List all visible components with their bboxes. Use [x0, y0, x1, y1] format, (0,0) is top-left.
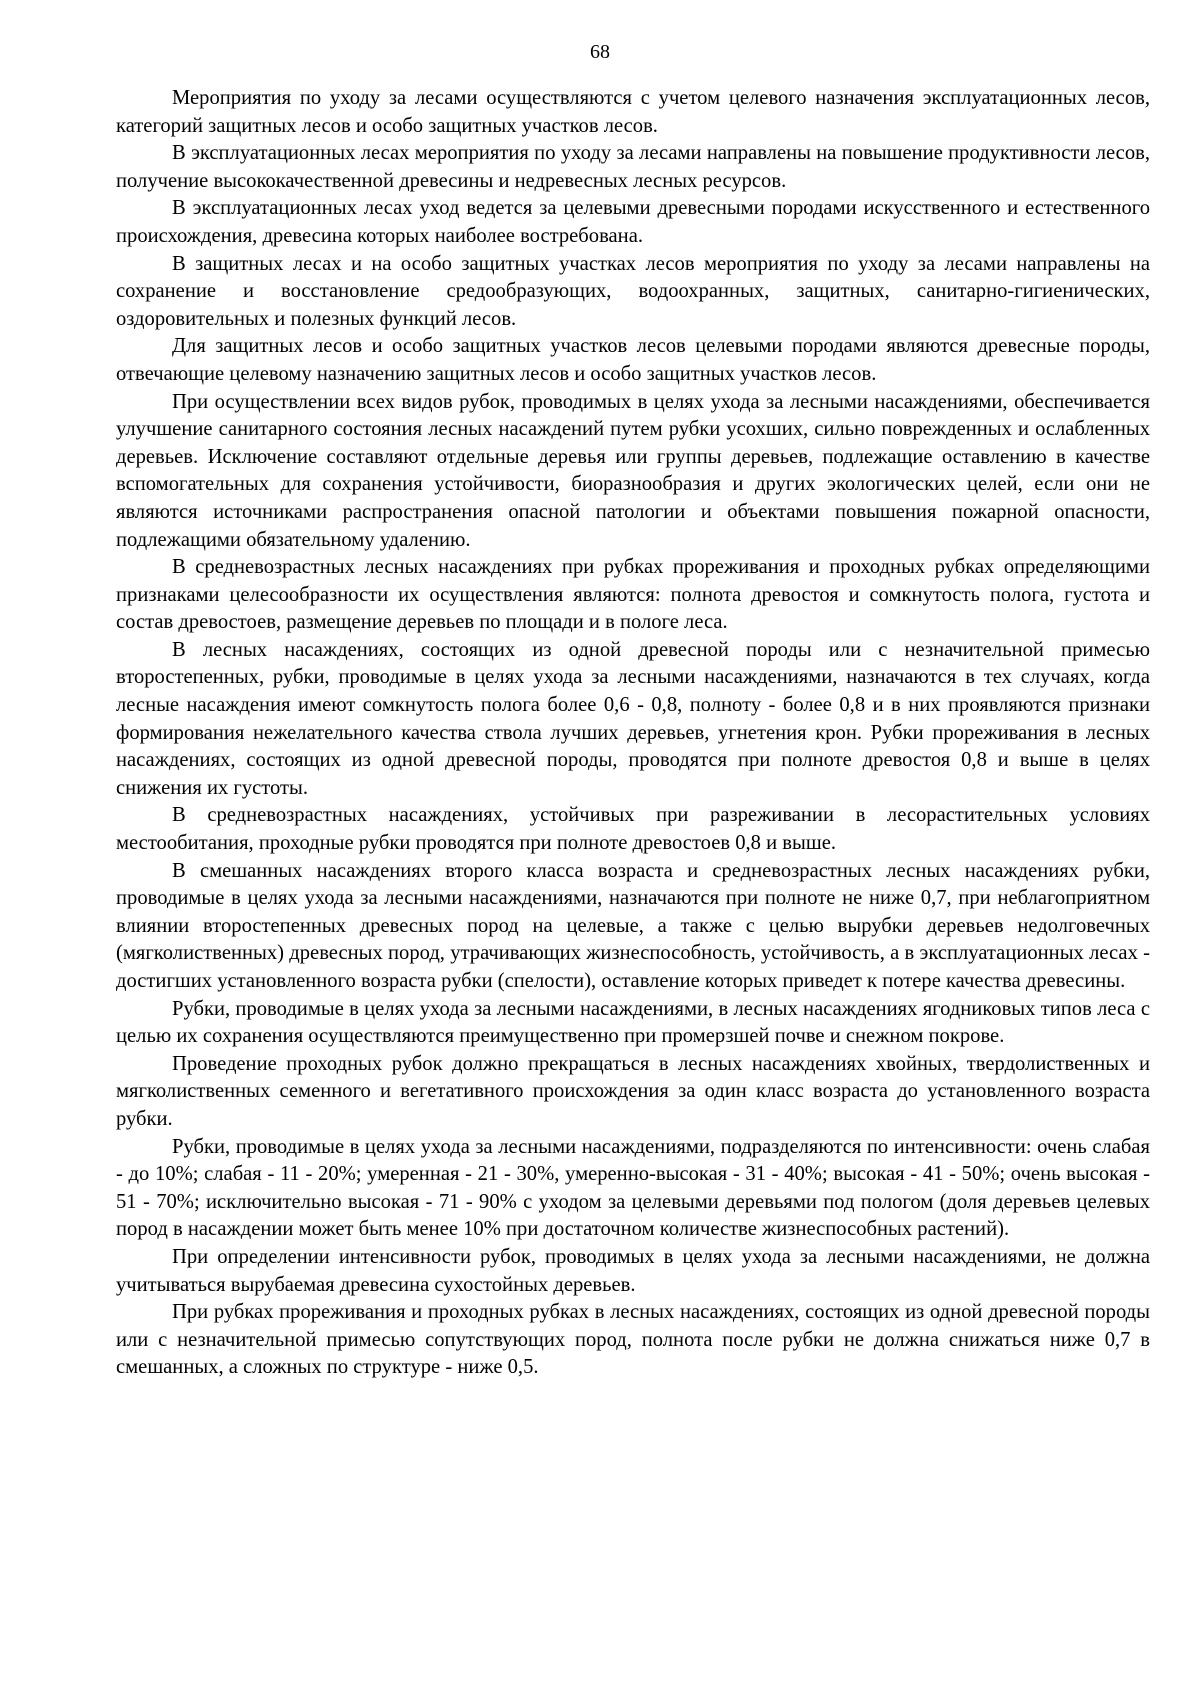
paragraph: При определении интенсивности рубок, проводимых в целях ухода за лесными насаждениями, не должна учитываться вырубаемая древесина сухостойных деревьев.: [116, 1245, 1150, 1296]
paragraph: В эксплуатационных лесах мероприятия по уходу за лесами направлены на повышение продуктивности лесов, получение высококачественной древесины и недревесных лесных ресурсов.: [116, 142, 1150, 192]
paragraph: В защитных лесах и на особо защитных участках лесов мероприятия по уходу за лесами направлены на сохранение и восстановление средообразующих, водоохранных, защитных, санитарно-гигиенических, оздоровительных и полезных функций лесов.: [116, 252, 1150, 330]
document-body: [116, 85, 1150, 1382]
paragraph: Мероприятия по уходу за лесами осуществляются с учетом целевого назначения эксплуатационных лесов, категорий защитных лесов и особо защитных участков лесов.: [116, 87, 1150, 137]
page-number: 68: [590, 41, 610, 63]
paragraph: Рубки, проводимые в целях ухода за лесными насаждениями, в лесных насаждениях ягодниковых типов леса с целью их сохранения осуществляются преимущественно при промерзшей почве и снежном покрове.: [116, 997, 1150, 1048]
paragraph: В средневозрастных насаждениях, устойчивых при разреживании в лесорастительных условиях местообитания, проходные рубки проводятся при полноте древостоев 0,8 и выше.: [116, 804, 1150, 855]
paragraph: В лесных насаждениях, состоящих из одной древесной породы или с незначительной примесью второстепенных, рубки, проводимые в целях ухода за лесными насаждениями, назначаются в тех случаях, когда лесные насаждения имеют сомкнутость полога более 0,6 - 0,8, полноту - более 0,8 и в них проявляются признаки формирования нежелательного качества ствола лучших деревьев, угнетения крон. Рубки прореживания в лесных насаждениях, состоящих из одной древесной породы, проводятся при полноте древостоя 0,8 и выше в целях снижения их густоты.: [116, 638, 1150, 799]
paragraph: В средневозрастных лесных насаждениях при рубках прореживания и проходных рубках определяющими признаками целесообразности их осуществления являются: полнота древостоя и сомкнутость полога, густота и состав древостоев, размещение деревьев по площади и в пологе леса.: [116, 556, 1150, 634]
paragraph: Для защитных лесов и особо защитных участков лесов целевыми породами являются древесные породы, отвечающие целевому назначению защитных лесов и особо защитных участков лесов.: [116, 335, 1150, 385]
paragraph: В эксплуатационных лесах уход ведется за целевыми древесными породами искусственного и естественного происхождения, древесина которых наиболее востребована.: [116, 197, 1150, 247]
paragraph: Рубки, проводимые в целях ухода за лесными насаждениями, подразделяются по интенсивности: очень слабая - до 10%; слабая - 11 - 20%; умеренная - 21 - 30%, умеренно-высокая - 31 - 40%; высокая - 41 - 50%; очень высокая - 51 - 70%; исключительно высокая - 71 - 90% с уходом за целевыми деревьями под пологом (доля деревьев целевых пород в насаждении может быть менее 10% при достаточном количестве жизнеспособных растений).: [116, 1135, 1150, 1241]
paragraph: При рубках прореживания и проходных рубках в лесных насаждениях, состоящих из одной древесной породы или с незначительной примесью сопутствующих пород, полнота после рубки не должна снижаться ниже 0,7 в смешанных, а сложных по структуре - ниже 0,5.: [116, 1301, 1150, 1379]
paragraph: При осуществлении всех видов рубок, проводимых в целях ухода за лесными насаждениями, обеспечивается улучшение санитарного состояния лесных насаждений путем рубки усохших, сильно поврежденных и ослабленных деревьев. Исключение составляют отдельные деревья или группы деревьев, подлежащие оставлению в качестве вспомогательных для сохранения устойчивости, биоразнообразия и других экологических целей, если они не являются источниками распространения опасной патологии и объектами повышения пожарной опасности, подлежащими обязательному удалению.: [116, 390, 1150, 551]
paragraph: Проведение проходных рубок должно прекращаться в лесных насаждениях хвойных, твердолиственных и мягколиственных семенного и вегетативного происхождения за один класс возраста до установленного возраста рубки.: [116, 1052, 1150, 1130]
paragraph: В смешанных насаждениях второго класса возраста и средневозрастных лесных насаждениях рубки, проводимые в целях ухода за лесными насаждениями, назначаются при полноте не ниже 0,7, при неблагоприятном влиянии второстепенных древесных пород на целевые, а также с целью вырубки деревьев недолговечных (мягколиственных) древесных пород, утрачивающих жизнеспособность, устойчивость, а в эксплуатационных лесах - достигших установленного возраста рубки (спелости), оставление которых приведет к потере качества древесины.: [116, 859, 1150, 992]
